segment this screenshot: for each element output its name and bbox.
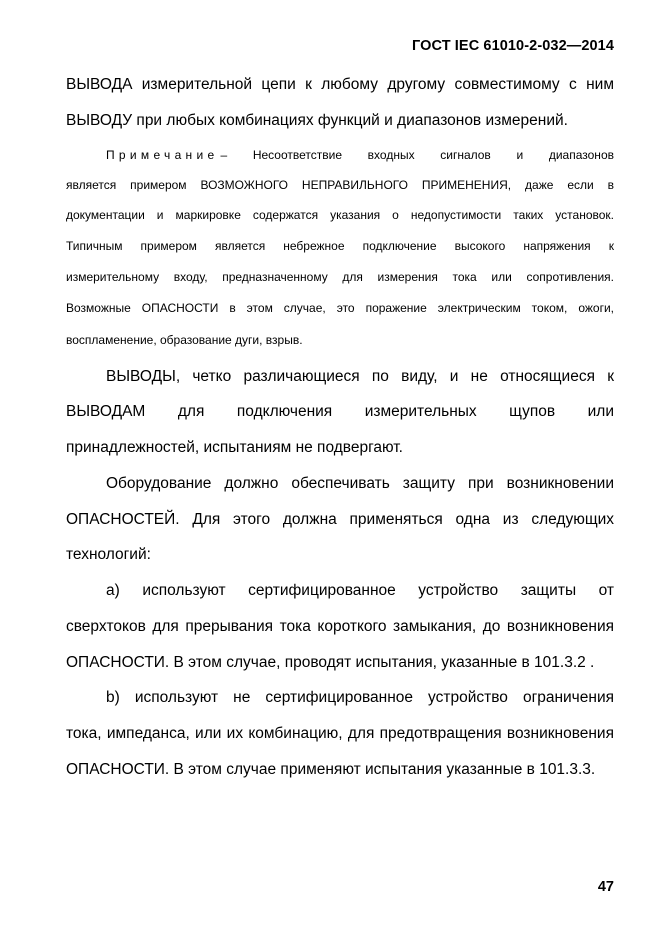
note-line: является примером ВОЗМОЖНОГО НЕПРАВИЛЬНОГО ПРИМЕНЕНИЯ, даже если в (66, 178, 614, 192)
note-line: измерительному входу, предназначенному для измерения тока или сопротивления. (66, 270, 614, 284)
note-line: Возможные ОПАСНОСТИ в этом случае, это поражение электрическим током, ожоги, (66, 301, 614, 315)
paragraph-line: ОПАСНОСТЕЙ. Для этого должна применяться одна из следующих (66, 511, 614, 528)
list-item-b-line: b) используют не сертифицированное устройство ограничения (106, 689, 614, 706)
note-first-line-text: – Несоответствие входных сигналов и диапазонов (220, 148, 614, 162)
list-item-b-line: тока, импеданса, или их комбинацию, для предотвращения возникновения (66, 725, 614, 742)
paragraph-line: Оборудование должно обеспечивать защиту при возникновении (106, 475, 614, 492)
list-item-a-line: ОПАСНОСТИ. В этом случае, проводят испытания, указанные в 101.3.2 . (66, 654, 595, 671)
note-line: воспламенение, образование дуги, взрыв. (66, 333, 303, 347)
paragraph-line: ВЫВОДАМ для подключения измерительных щупов или (66, 403, 614, 420)
paragraph-line: технологий: (66, 546, 151, 563)
page-number: 47 (597, 879, 614, 895)
document-header: ГОСТ IEC 61010-2-032—2014 (412, 38, 614, 54)
paragraph-line: ВЫВОДУ при любых комбинациях функций и диапазонов измерений. (66, 112, 568, 129)
paragraph-line: принадлежностей, испытаниям не подвергают. (66, 439, 403, 456)
list-item-a-line: сверхтоков для прерывания тока короткого замыкания, до возникновения (66, 618, 614, 635)
list-item-a-line: а) используют сертифицированное устройство защиты от (106, 582, 614, 599)
paragraph-line: ВЫВОДЫ, четко различающиеся по виду, и не относящиеся к (106, 368, 614, 385)
note-line: Типичным примером является небрежное подключение высокого напряжения к (66, 239, 614, 253)
note-first-line (106, 148, 614, 162)
list-item-b-line: ОПАСНОСТИ. В этом случае применяют испытания указанные в 101.3.3. (66, 761, 596, 778)
note-line: документации и маркировке содержатся указания о недопустимости таких установок. (66, 208, 614, 222)
paragraph-line: ВЫВОДА измерительной цепи к любому другому совместимому с ним (66, 76, 614, 93)
note-label: Примечание (106, 148, 219, 162)
